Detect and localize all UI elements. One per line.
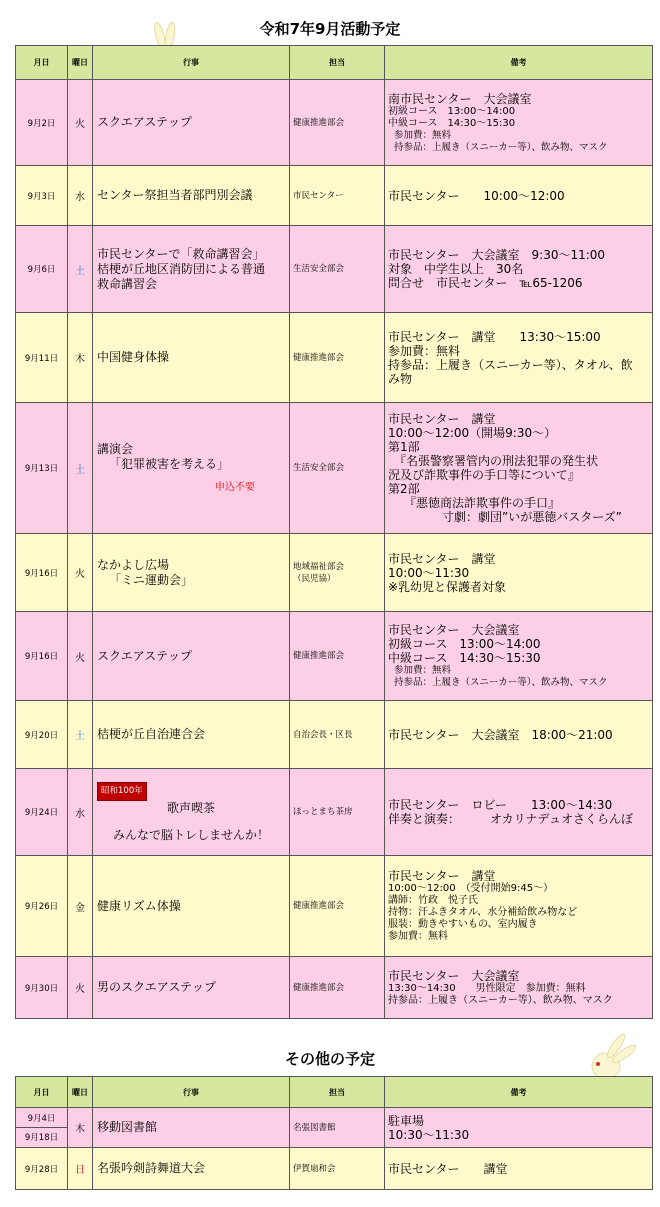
event-cell bbox=[93, 769, 290, 856]
charge-cell bbox=[290, 856, 385, 957]
note-line: 中級コース 14:30～15:30 bbox=[388, 117, 516, 129]
event-line: なかよし広場 bbox=[97, 557, 170, 572]
event-line: センター祭担当者部門別会議 bbox=[97, 188, 253, 202]
note-line: 寸劇：劇団”いが悪徳バスターズ” bbox=[442, 510, 622, 524]
day-cell: 木 bbox=[68, 313, 93, 403]
event-line: みんなで脳トレしませんか！ bbox=[112, 827, 269, 842]
charge-line: 生活安全部会 bbox=[293, 463, 345, 473]
header-event: 行事 bbox=[93, 1077, 290, 1108]
charge-cell bbox=[290, 957, 385, 1019]
event-cell: 名張吟剣詩舞道大会 bbox=[93, 1148, 290, 1190]
date-cell bbox=[16, 1148, 68, 1190]
event-line: 桔梗が丘地区消防団による普通 bbox=[97, 261, 266, 276]
table-row bbox=[16, 769, 653, 856]
charge-line: 地域福祉部会 bbox=[293, 561, 345, 572]
note-line: 参加費：無料 bbox=[388, 931, 448, 942]
charge-line: 健康推進部会 bbox=[293, 117, 345, 128]
event-cell bbox=[93, 403, 290, 534]
event-cell bbox=[93, 313, 290, 403]
note-line: 持参品：上履き（スニーカー等）、タオル、飲 bbox=[388, 357, 633, 372]
event-cell bbox=[93, 534, 290, 612]
charge-cell bbox=[290, 612, 385, 701]
charge-cell bbox=[290, 226, 385, 313]
note-line: ※乳幼児と保護者対象 bbox=[388, 579, 507, 594]
day-cell: 火 bbox=[68, 957, 93, 1019]
header-charge: 担当 bbox=[290, 1077, 385, 1108]
note-line: 市民センター 大会議室 bbox=[388, 968, 520, 983]
note-cell bbox=[385, 534, 653, 612]
note-line: 伴奏と演奏： オカリナデュオさくらんぼ bbox=[388, 812, 634, 826]
note-line: 第1部 bbox=[388, 440, 420, 454]
day-cell: 日 bbox=[68, 1148, 93, 1190]
note-line: 市民センター 講堂 bbox=[388, 551, 496, 566]
day-cell: 木 bbox=[68, 1108, 93, 1148]
day-cell: 水 bbox=[68, 166, 93, 226]
charge-line: 生活安全部会 bbox=[293, 264, 345, 274]
day-cell: 火 bbox=[68, 534, 93, 612]
charge-cell bbox=[290, 534, 385, 612]
note-line: 服装：動きやすいもの、室内履き bbox=[388, 919, 538, 930]
event-cell bbox=[93, 957, 290, 1019]
event-cell bbox=[93, 166, 290, 226]
charge-cell bbox=[290, 701, 385, 769]
note-line: 初級コース 13:00～14:00 bbox=[388, 637, 541, 651]
note-line: 中級コース 14:30～15:30 bbox=[388, 651, 541, 665]
day-cell: 火 bbox=[68, 612, 93, 701]
event-line: 男のスクエアステップ bbox=[97, 980, 217, 994]
apply-note: 申込不要 bbox=[215, 481, 255, 493]
note-cell bbox=[385, 226, 653, 313]
date-cell: 9月26日 bbox=[16, 856, 68, 957]
table-row bbox=[16, 612, 653, 701]
note-line: 対象 中学生以上 30名 bbox=[388, 262, 524, 276]
note-line: 10:00～12:00 （受付開始9:45～） bbox=[388, 883, 554, 894]
note-line: 市民センター ロビー 13:00～14:30 bbox=[388, 798, 613, 812]
note-line: 市民センター 10:00～12:00 bbox=[388, 188, 565, 203]
table-row bbox=[16, 856, 653, 957]
note-line: 持参品：上履き（スニーカー等）、飲み物、マスク bbox=[394, 677, 608, 688]
date-cell: 9月20日 bbox=[16, 701, 68, 769]
note-line: 市民センター 大会議室 18:00～21:00 bbox=[388, 727, 613, 742]
note-line: 参加費：無料 bbox=[394, 129, 452, 141]
day-cell: 金 bbox=[68, 856, 93, 957]
day-cell: 水 bbox=[68, 769, 93, 856]
day-cell: 土 bbox=[68, 701, 93, 769]
event-line: 健康リズム体操 bbox=[97, 898, 181, 913]
table-row bbox=[16, 403, 653, 534]
header-note: 備考 bbox=[385, 46, 653, 80]
date-cell: 9月13日 bbox=[16, 403, 68, 534]
header-date: 月日 bbox=[16, 46, 68, 80]
day-cell: 土 bbox=[68, 403, 93, 534]
table-header bbox=[16, 46, 653, 80]
note-line: 市民センター 大会議室 bbox=[388, 623, 520, 637]
event-line: 救命講習会 bbox=[97, 276, 158, 291]
table-row bbox=[16, 701, 653, 769]
date-cell bbox=[16, 1108, 68, 1148]
charge-line: ほっとまち茶房 bbox=[293, 807, 353, 817]
note-line: 講師：竹政 悦子氏 bbox=[388, 895, 478, 906]
date-line: 9月28日 bbox=[24, 1164, 59, 1175]
day-cell: 火 bbox=[68, 80, 93, 166]
table-row bbox=[16, 226, 653, 313]
note-cell bbox=[385, 612, 653, 701]
note-cell bbox=[385, 313, 653, 403]
charge-cell bbox=[290, 769, 385, 856]
charge-cell bbox=[290, 166, 385, 226]
table-row bbox=[16, 166, 653, 226]
event-cell: 移動図書館 bbox=[93, 1108, 290, 1148]
note-cell bbox=[385, 403, 653, 534]
note-line: 初級コース 13:00～14:00 bbox=[388, 105, 516, 117]
other-row bbox=[16, 1108, 653, 1148]
note-line: 10:00～12:00（開場9:30～） bbox=[388, 426, 557, 440]
date-cell: 9月2日 bbox=[16, 80, 68, 166]
note-line: 『名張警察署管内の刑法犯罪の発生状 bbox=[394, 454, 599, 468]
note-cell bbox=[385, 166, 653, 226]
note-line: 市民センター 大会議室 9:30～11:00 bbox=[388, 248, 606, 262]
day-cell: 土 bbox=[68, 226, 93, 313]
note-cell bbox=[385, 856, 653, 957]
header-charge: 担当 bbox=[290, 46, 385, 80]
note-cell bbox=[385, 769, 653, 856]
charge-line: 自治会長・区長 bbox=[293, 729, 353, 740]
event-line: 桔梗が丘自治連合会 bbox=[97, 727, 206, 741]
header-day: 曜日 bbox=[68, 46, 93, 80]
charge-line: 健康推進部会 bbox=[293, 352, 345, 363]
note-line: 駐車場 bbox=[388, 1113, 425, 1128]
charge-line: 健康推進部会 bbox=[293, 901, 345, 911]
note-line: 市民センター 講堂 bbox=[388, 1161, 508, 1176]
note-line: 第2部 bbox=[388, 482, 420, 496]
note-line: 参加費：無料 bbox=[394, 665, 452, 676]
event-line: 「犯罪被害を考える」 bbox=[109, 456, 230, 471]
note-cell bbox=[385, 1108, 653, 1148]
event-cell bbox=[93, 612, 290, 701]
other-row bbox=[16, 1148, 653, 1190]
note-cell bbox=[385, 957, 653, 1019]
event-line: 講演会 bbox=[97, 441, 134, 456]
date-cell: 9月16日 bbox=[16, 612, 68, 701]
note-line: 況及び詐欺事件の手口等について』 bbox=[388, 468, 580, 482]
activity-table bbox=[15, 45, 653, 1019]
note-cell bbox=[385, 80, 653, 166]
date-cell: 9月24日 bbox=[16, 769, 68, 856]
note-line: 南市民センター 大会議室 bbox=[388, 91, 532, 106]
other-table bbox=[15, 1076, 653, 1190]
note-line: 持物：汗ふきタオル、水分補給飲み物など bbox=[388, 907, 578, 918]
event-line: 中国健身体操 bbox=[97, 350, 170, 364]
date-line: 9月18日 bbox=[24, 1133, 59, 1143]
note-line: 『悪徳商法詐欺事件の手口』 bbox=[404, 496, 561, 510]
table-row bbox=[16, 957, 653, 1019]
event-line: スクエアステップ bbox=[97, 648, 193, 663]
other-table-header bbox=[16, 1077, 653, 1108]
charge-cell bbox=[290, 403, 385, 534]
event-line: 「ミニ運動会」 bbox=[109, 572, 194, 587]
table-row bbox=[16, 80, 653, 166]
note-line: 10:00～11:30 bbox=[388, 565, 470, 580]
other-title: その他の予定 bbox=[284, 1050, 375, 1068]
event-cell bbox=[93, 856, 290, 957]
event-cell bbox=[93, 701, 290, 769]
charge-line: 健康推進部会 bbox=[293, 651, 345, 661]
event-line: 市民センターで「救命講習会」 bbox=[97, 246, 265, 261]
charge-line: （民児協） bbox=[293, 573, 336, 584]
table-row bbox=[16, 313, 653, 403]
charge-cell bbox=[290, 80, 385, 166]
note-cell bbox=[385, 701, 653, 769]
date-line: 9月4日 bbox=[16, 1109, 67, 1128]
header-day: 曜日 bbox=[68, 1077, 93, 1108]
page-title: 令和7年9月活動予定 bbox=[259, 20, 401, 38]
note-line: 参加費：無料 bbox=[388, 343, 461, 358]
note-line: 問合せ 市民センター ℡65-1206 bbox=[388, 276, 583, 290]
table-row bbox=[16, 534, 653, 612]
date-cell: 9月11日 bbox=[16, 313, 68, 403]
event-line: 歌声喫茶 bbox=[166, 800, 215, 815]
charge-line: 市民センター bbox=[293, 190, 344, 201]
showa-badge: 昭和100年 bbox=[97, 782, 147, 801]
event-cell bbox=[93, 226, 290, 313]
charge-cell bbox=[290, 313, 385, 403]
header-note: 備考 bbox=[385, 1077, 653, 1108]
note-line: み物 bbox=[388, 371, 413, 386]
date-cell: 9月16日 bbox=[16, 534, 68, 612]
charge-cell: 名張図書館 bbox=[290, 1108, 385, 1148]
note-line: 10:30～11:30 bbox=[388, 1127, 470, 1142]
header-event: 行事 bbox=[93, 46, 290, 80]
note-line: 持参品：上履き（スニーカー等）、飲み物、マスク bbox=[388, 994, 613, 1006]
note-line: 市民センター 講堂 13:30～15:00 bbox=[388, 329, 601, 344]
date-cell: 9月3日 bbox=[16, 166, 68, 226]
event-cell bbox=[93, 80, 290, 166]
note-cell bbox=[385, 1148, 653, 1190]
date-cell: 9月30日 bbox=[16, 957, 68, 1019]
note-line: 持参品：上履き（スニーカー等）、飲み物、マスク bbox=[394, 141, 608, 153]
note-line: 13:30～14:30 男性限定 参加費：無料 bbox=[388, 982, 586, 994]
note-line: 市民センター 講堂 bbox=[388, 412, 496, 426]
charge-cell: 伊賀扇和会 bbox=[290, 1148, 385, 1190]
note-line: 市民センター 講堂 bbox=[388, 869, 496, 883]
event-line: スクエアステップ bbox=[97, 115, 193, 129]
charge-line: 健康推進部会 bbox=[293, 982, 345, 993]
date-cell: 9月6日 bbox=[16, 226, 68, 313]
header-date: 月日 bbox=[16, 1077, 68, 1108]
